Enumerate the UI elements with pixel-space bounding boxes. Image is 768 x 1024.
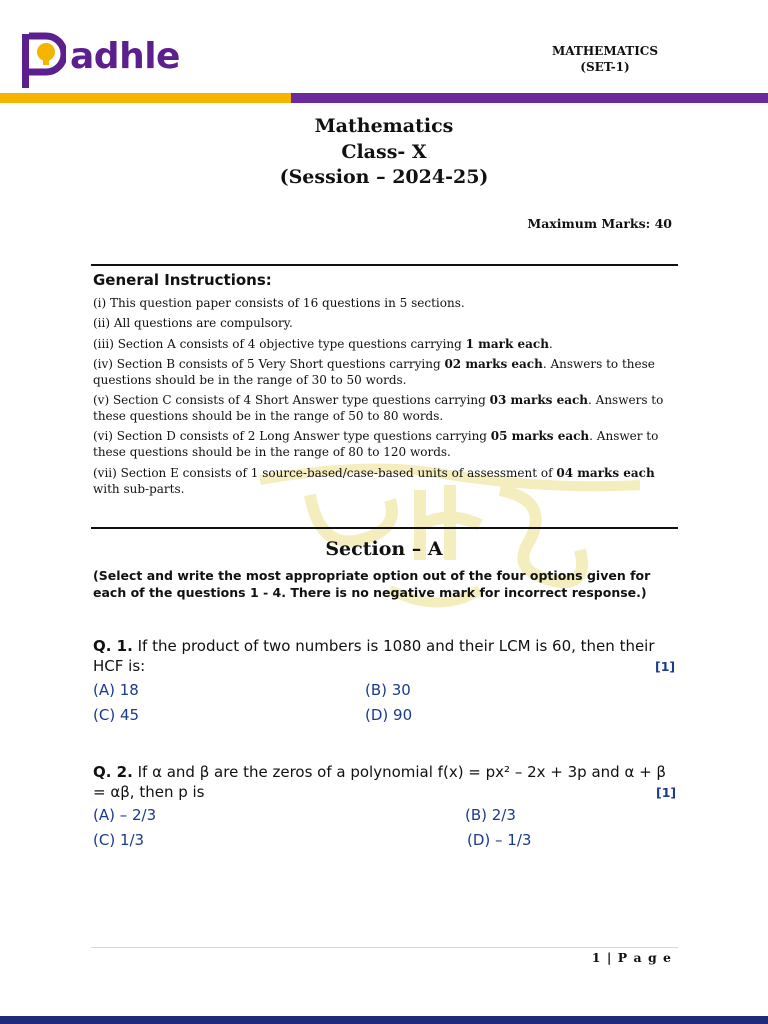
header-bar-purple [291,93,768,103]
instruction-v: (v) Section C consists of 4 Short Answer type questions carrying 03 marks each. Answers to these questions should be in the range of 50 to 80 words. [93,393,664,423]
divider-top [91,264,678,266]
logo-wordmark: adhle [70,36,180,77]
q1-option-c[interactable]: (C) 45 [93,706,140,724]
q1-option-d[interactable]: (D) 90 [365,706,413,724]
question-2 [93,762,668,802]
maximum-marks: Maximum Marks: 40 [527,216,672,231]
question-number: Q. 2. [93,763,133,781]
session-title: (Session – 2024-25) [279,166,489,188]
q2-option-a[interactable]: (A) – 2/3 [93,806,157,824]
q1-option-b[interactable]: (B) 30 [365,681,411,699]
footer-divider [91,947,678,948]
question-1-marks: [1] [655,659,676,674]
section-title: Section – A [325,538,443,560]
instructions-heading: General Instructions: [93,271,272,289]
question-2-marks: [1] [656,785,677,800]
q2-option-b[interactable]: (B) 2/3 [465,806,516,824]
footer-bar [0,1016,768,1024]
question-1 [93,636,668,676]
instruction-iv: (iv) Section B consists of 5 Very Short questions carrying 02 marks each. Answers to these questions should be in the range of 30 to 50 words. [93,357,655,387]
q2-option-c[interactable]: (C) 1/3 [93,831,145,849]
class-title: Class- X [341,141,427,163]
paper-title: Mathematics [314,115,454,137]
set-label: (SET-1) [580,60,630,74]
subject-header [540,43,670,75]
question-text: If α and β are the zeros of a polynomial f(x) = px² – 2x + 3p and α + β = αβ, then p is [93,763,667,801]
divider-bottom [91,527,678,529]
instruction-i: (i) This question paper consists of 16 questions in 5 sections. [93,296,465,310]
question-number: Q. 1. [93,637,133,655]
page-number: 1 | P a g e [591,950,672,965]
instruction-vi: (vi) Section D consists of 2 Long Answer type questions carrying 05 marks each. Answer to these questions should be in the range of 80 to 120 words. [93,429,659,459]
q1-option-a[interactable]: (A) 18 [93,681,139,699]
header-bar-yellow [0,93,291,103]
subject-label: MATHEMATICS [551,44,659,58]
section-note: (Select and write the most appropriate option out of the four options given for each of the questions 1 - 4. There is no negative mark for incorrect response.) [93,568,651,600]
question-text: If the product of two numbers is 1080 and their LCM is 60, then their HCF is: [93,637,655,675]
padhle-logo-icon [20,32,66,90]
instruction-ii: (ii) All questions are compulsory. [93,316,293,330]
instruction-iii: (iii) Section A consists of 4 objective type questions carrying 1 mark each. [93,337,553,351]
instruction-vii: (vii) Section E consists of 1 source-based/case-based units of assessment of 04 marks each with sub-parts. [93,466,655,496]
q2-option-d[interactable]: (D) – 1/3 [467,831,532,849]
